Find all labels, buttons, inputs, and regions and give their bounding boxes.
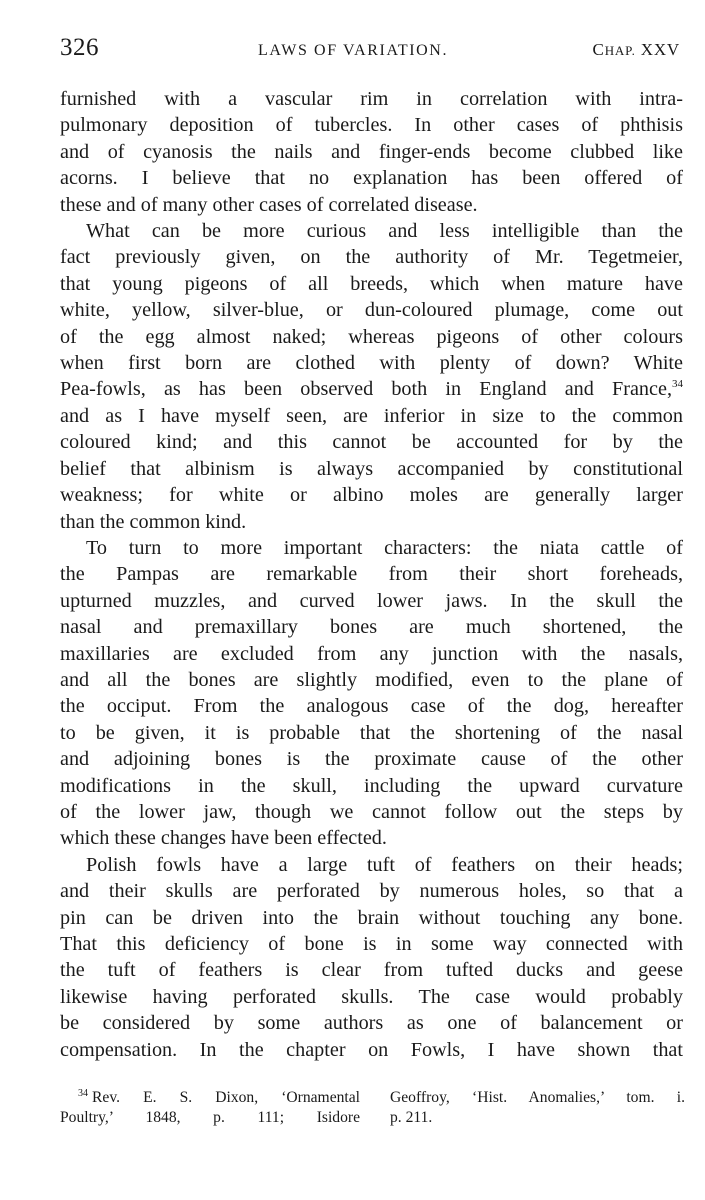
text-line: to be given, it is probable that the shortening of the nasal bbox=[60, 721, 683, 744]
text-line: and all the bones are slightly modified, even to the plane of bbox=[60, 668, 683, 691]
text-line: than the common kind. bbox=[60, 510, 247, 533]
text-line: Polish fowls have a large tuft of feathers on their heads; bbox=[86, 853, 683, 876]
text-line: What can be more curious and less intelligible than the bbox=[86, 220, 683, 243]
text-line: To turn to more important characters: the niata cattle of bbox=[86, 536, 683, 559]
page-number: 326 bbox=[60, 34, 99, 61]
text-line: weakness; for white or albino moles are generally larger bbox=[60, 484, 683, 507]
text-line: white, yellow, silver-blue, or dun-coloured plumage, come out bbox=[60, 299, 683, 322]
body-text bbox=[60, 86, 683, 1063]
text-line: of the lower jaw, though we cannot follow out the steps by bbox=[60, 800, 683, 823]
text-line: nasal and premaxillary bones are much shortened, the bbox=[60, 616, 683, 639]
chapter-small: HAP. bbox=[604, 43, 636, 58]
footnote-line: Poultry,’ 1848, p. 111; Isidore bbox=[60, 1109, 360, 1126]
paragraph bbox=[60, 852, 683, 1063]
footnote-line: Geoffroy, ‘Hist. Anomalies,’ tom. i. bbox=[390, 1089, 685, 1106]
paragraph bbox=[60, 218, 683, 535]
chapter-number: XXV bbox=[640, 40, 680, 59]
text-line: and of cyanosis the nails and finger-ends become clubbed like bbox=[60, 140, 683, 163]
text-line: acorns. I believe that no explanation has been offered of bbox=[60, 167, 683, 190]
text-line: when first born are clothed with plenty of down? White bbox=[60, 352, 683, 375]
text-line-with-footnote bbox=[60, 376, 683, 402]
footnote-line bbox=[60, 1088, 360, 1108]
text-line: and as I have myself seen, are inferior in size to the common bbox=[60, 404, 683, 427]
text-line: that young pigeons of all breeds, which when mature have bbox=[60, 272, 683, 295]
text-line: and their skulls are perforated by numerous holes, so that a bbox=[60, 880, 683, 903]
text-line: pin can be driven into the brain without touching any bone. bbox=[60, 906, 683, 929]
text-line: and adjoining bones is the proximate cause of the other bbox=[60, 748, 683, 771]
text-line: likewise having perforated skulls. The case would probably bbox=[60, 985, 683, 1008]
footnote-text: Rev. E. S. Dixon, ‘Ornamental bbox=[92, 1089, 360, 1106]
text-line: the tuft of feathers is clear from tufted ducks and geese bbox=[60, 959, 683, 982]
footnote-line: p. 211. bbox=[390, 1109, 433, 1126]
text-line: furnished with a vascular rim in correlation with intra- bbox=[60, 88, 683, 110]
text-line: compensation. In the chapter on Fowls, I have shown that bbox=[60, 1038, 683, 1061]
text-line: fact previously given, on the authority of Mr. Tegetmeier, bbox=[60, 246, 683, 269]
text-line: pulmonary deposition of tubercles. In other cases of phthisis bbox=[60, 114, 683, 137]
text-line: Pea-fowls, as has been observed both in England and France, bbox=[60, 378, 672, 401]
text-line: upturned muzzles, and curved lower jaws. In the skull the bbox=[60, 589, 683, 612]
text-line: which these changes have been effected. bbox=[60, 827, 387, 850]
page-header bbox=[60, 34, 680, 64]
text-line: the occiput. From the analogous case of the dog, hereafter bbox=[60, 695, 683, 718]
text-line: maxillaries are excluded from any junction with the nasals, bbox=[60, 642, 683, 665]
paragraph bbox=[60, 535, 683, 852]
text-line: That this deficiency of bone is in some way connected with bbox=[60, 933, 683, 955]
chapter-prefix: C bbox=[592, 40, 605, 59]
text-line: coloured kind; and this cannot be accounted for by the bbox=[60, 431, 683, 454]
footnote-reference[interactable]: 34 bbox=[672, 378, 683, 391]
footnote-column-left bbox=[60, 1088, 360, 1128]
text-line: these and of many other cases of correlated disease. bbox=[60, 193, 478, 216]
text-line: be considered by some authors as one of balancement or bbox=[60, 1012, 683, 1035]
chapter-label bbox=[593, 40, 680, 60]
running-title: LAWS OF VARIATION. bbox=[258, 42, 449, 59]
text-line: modifications in the skull, including the upward curvature bbox=[60, 774, 683, 797]
text-line: the Pampas are remarkable from their short foreheads, bbox=[60, 563, 683, 586]
paragraph bbox=[60, 86, 683, 218]
text-line: of the egg almost naked; whereas pigeons of other colours bbox=[60, 325, 683, 348]
footnote-column-right bbox=[390, 1088, 685, 1128]
footnote-marker: 34 bbox=[78, 1088, 88, 1099]
text-line: belief that albinism is always accompanied by constitutional bbox=[60, 457, 683, 480]
